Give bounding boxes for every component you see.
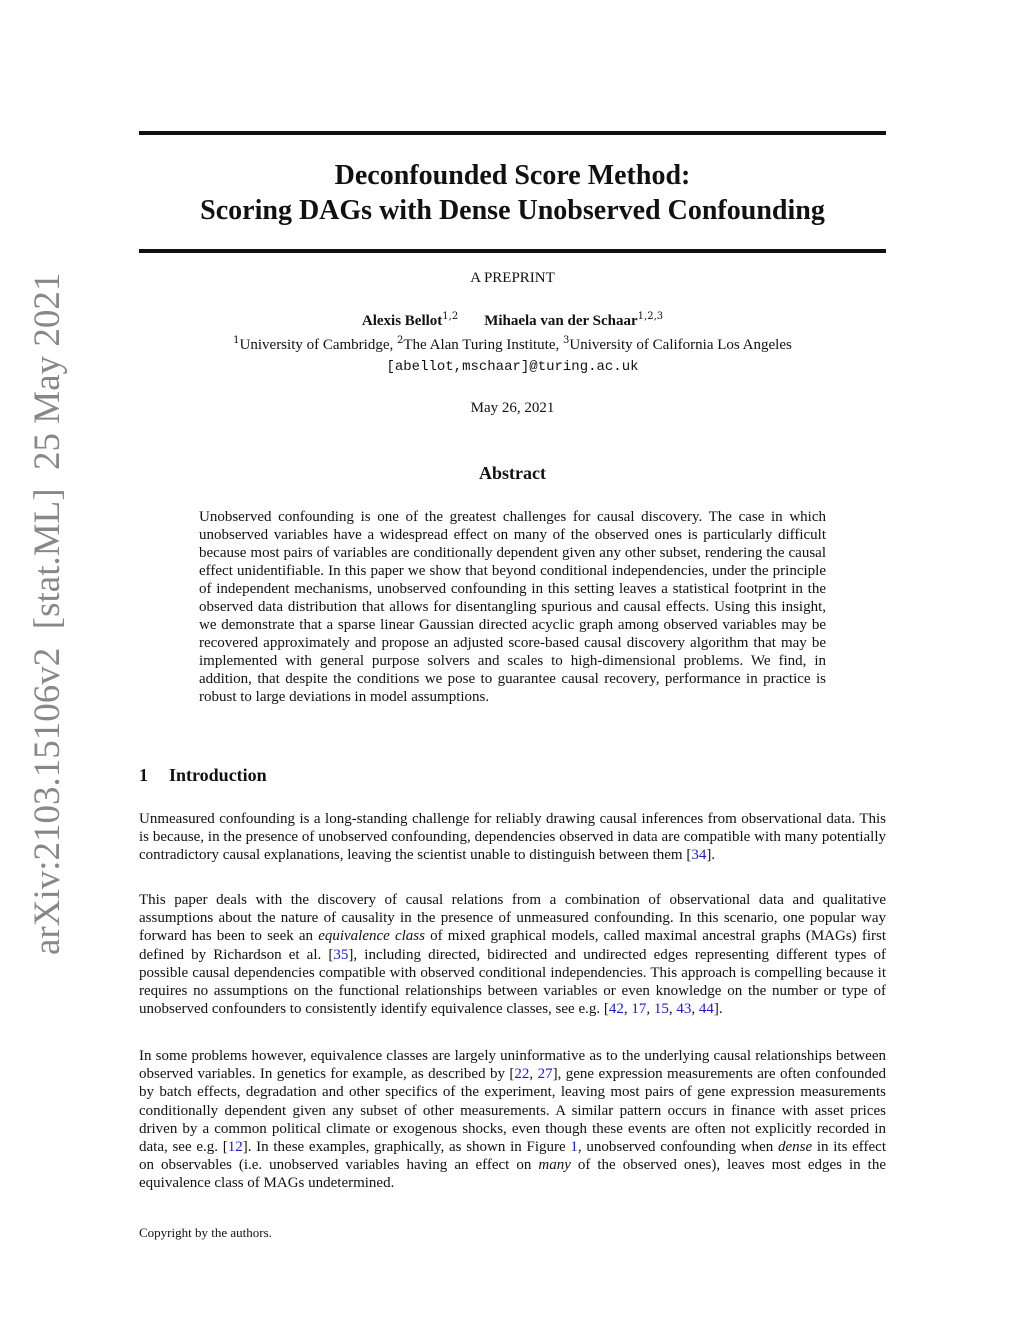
citation-link[interactable]: 35 (333, 946, 349, 963)
footer-copyright: Copyright by the authors. (139, 1225, 272, 1240)
paper-title (139, 158, 886, 228)
arxiv-sidebar-stamp (26, 272, 69, 955)
section-heading-introduction (139, 765, 267, 786)
citation-link[interactable]: 17 (631, 1001, 647, 1018)
abstract-heading: Abstract (479, 463, 546, 483)
affiliation-marker: 1 (233, 335, 240, 346)
emphasis: dense (777, 1139, 813, 1156)
emphasis: many (538, 1157, 571, 1174)
author-email: [abellot,mschaar]@turing.ac.uk (386, 359, 639, 375)
author-name: Mihaela van der Schaar (484, 313, 638, 329)
figure-reference-link[interactable]: 1 (570, 1139, 578, 1156)
title-top-rule (139, 131, 886, 135)
abstract-text: Unobserved confounding is one of the greatest challenges for causal discovery. The case in which unobserved variables have a widespread effect on many of the observed ones is particularly difficult because most pairs of variables are conditionally dependent given any other subset, rendering the causal effect unidentifiable. In this paper we show that beyond conditional independencies, under the principle of independent mechanisms, unobserved confounding in this setting leaves a statistical footprint in the observed data distribution that allows for disentangling spurious and causal effects. Using this insight, we demonstrate that a sparse linear Gaussian directed acyclic graph among observed variables may be recovered approximately and propose an adjusted score-based causal discovery algorithm that may be implemented with general purpose solvers and scales to high-dimensional problems. We find, in addition, that despite the conditions we pose to guarantee causal recovery, performance in practice is robust to large deviations in model assumptions. (199, 509, 826, 705)
author-affiliation-marker: 1,2,3 (637, 311, 664, 322)
affiliations (139, 335, 886, 354)
preprint-label: A PREPRINT (470, 270, 555, 286)
title-bottom-rule (139, 249, 886, 253)
author-name: Alexis Bellot (361, 313, 443, 329)
affiliation: The Alan Turing Institute, (403, 337, 560, 353)
affiliation-marker: 2 (397, 335, 404, 346)
emphasis: equivalence class (318, 928, 425, 945)
citation-link[interactable]: 43 (676, 1001, 692, 1018)
affiliation-marker: 3 (562, 335, 570, 346)
author-list (139, 311, 886, 330)
citation-link[interactable]: 22 (514, 1066, 530, 1083)
citation-link[interactable]: 27 (537, 1066, 553, 1083)
citation-link[interactable]: 12 (227, 1139, 243, 1156)
paper-date: May 26, 2021 (470, 400, 555, 416)
section-number: 1 (139, 765, 148, 785)
section-title: Introduction (169, 765, 267, 785)
arxiv-date: 25 May 2021 (27, 272, 68, 470)
arxiv-category: [stat.ML] (27, 488, 68, 630)
title-line-2: Scoring DAGs with Dense Unobserved Confounding (200, 195, 825, 226)
intro-paragraph-1: Unmeasured confounding is a long-standing challenge for reliably drawing causal inferences from observational data. This is because, in the presence of unobserved confounding, dependencies observed in data are compatible with many potentially contradictory causal explanations, leaving the scientist unable to distinguish between them [34]. (139, 811, 886, 864)
intro-paragraph-3: In some problems however, equivalence classes are largely uninformative as to the underlying causal relationships between observed variables. In genetics for example, as described by [22, 27], gene expression measurements are often confounded by batch effects, degradation and other specifics of the experiment, leaving most pairs of gene expression measurements conditionally dependent given any subset of other measurements. A similar pattern occurs in finance with asset prices driven by a common political climate or exogenous shocks, even though these events are often not explicitly recorded in data, see e.g. [12]. In these examples, graphically, as shown in Figure 1, unobserved confounding when dense in its effect on observables (i.e. unobserved variables having an effect on many of the observed ones), leaves most edges in the equivalence class of MAGs undetermined. (139, 1048, 887, 1192)
citation-link[interactable]: 42 (608, 1001, 624, 1018)
citation-link[interactable]: 44 (698, 1001, 714, 1018)
citation-link[interactable]: 34 (691, 847, 707, 864)
title-line-1: Deconfounded Score Method: (334, 160, 691, 191)
author-affiliation-marker: 1,2 (442, 311, 459, 322)
affiliation: University of Cambridge, (239, 337, 394, 353)
citation-link[interactable]: 15 (653, 1001, 669, 1018)
affiliation: University of California Los Angeles (569, 337, 792, 353)
intro-paragraph-2: This paper deals with the discovery of causal relations from a combination of observational data and qualitative assumptions about the nature of causality in the presence of unmeasured confounding. In this scenario, one popular way forward has been to seek an equivalence class of mixed graphical models, called maximal ancestral graphs (MAGs) first defined by Richardson et al. [35], including directed, bidirected and undirected edges representing different types of possible causal dependencies compatible with observed conditional independencies. This approach is compelling because it requires no assumptions on the functional relationships between variables or even knowledge on the number or type of unobserved confounders to consistently identify equivalence classes, see e.g. [42, 17, 15, 43, 44]. (139, 892, 887, 1018)
arxiv-id: arXiv:2103.15106v2 (27, 647, 68, 955)
